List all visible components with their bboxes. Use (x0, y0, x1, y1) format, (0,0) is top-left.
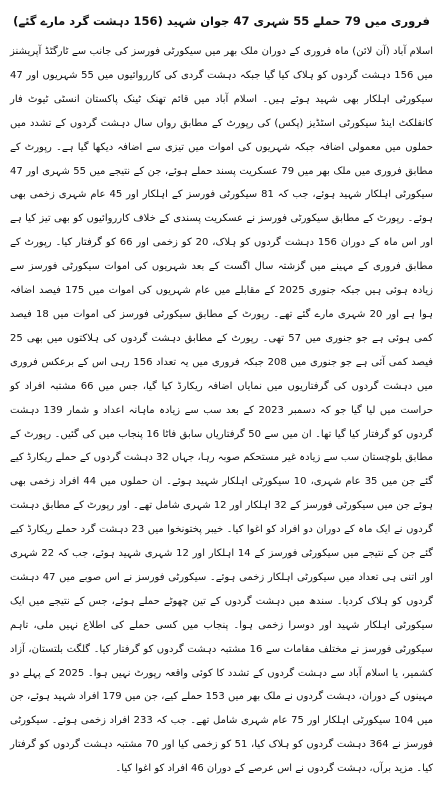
article-headline: فروری میں 79 حملے 55 شہری 47 جوان شہید (156 دہشت گرد مارے گئے) (13, 14, 430, 28)
article-body: اسلام آباد (آن لائن) ماہ فروری کے دوران ملک بھر میں سیکورٹی فورسز کی جانب سے ٹارگٹڈ آپریشنز میں 156 دہشت گردوں کو ہلاک کیا گیا جبکہ دہشت گردی کی کارروائیوں میں 55 شہریوں اور 47 سیکورٹی اہلکار بھی شہید ہوئے ہیں۔ اسلام آباد میں قائم تھنک ٹینک پاکستان انسٹی ٹیوٹ فار کانفلکٹ اینڈ سیکورٹی اسٹڈیز (پکس) کی رپورٹ کے مطابق رواں سال دہشت گردوں کے تشدد میں حملوں میں معمولی اضافہ جبکہ شہریوں کی اموات میں تیزی سے اضافہ دیکھا گیا ہے۔ رپورٹ کے مطابق فروری میں ملک بھر میں 79 عسکریت پسند حملے ہوئے، جن کے نتیجے میں 55 شہری اور 47 سیکورٹی اہلکار شہید ہوئے، جب کہ 81 سیکورٹی فورسز کے اہلکار اور 45 عام شہری زخمی بھی ہوئے۔ رپورٹ کے مطابق سیکورٹی فورسز نے عسکریت پسندی کے خلاف کارروائیوں کو بھی تیز کیا ہے اور اس ماہ کے دوران 156 دہشت گردوں کو ہلاک، 20 کو زخمی اور 66 کو گرفتار کیا۔ رپورٹ کے مطابق فروری کے مہینے میں گزشتہ سال اگست کے بعد شہریوں کی اموات سیکورٹی فورسز سے زیادہ ہوئی ہیں جبکہ جنوری 2025 کے مقابلے میں عام شہریوں کی اموات میں 175 فیصد اضافہ ہوا ہے اور 20 شہری مارے گئے تھے۔ رپورٹ کے مطابق سیکورٹی فورسز کی اموات میں 18 فیصد کمی ہوئی ہے جو جنوری میں 57 تھی۔ رپورٹ کے مطابق دہشت گردوں کی ہلاکتوں میں بھی 25 فیصد کمی آئی ہے جو جنوری میں 208 جبکہ فروری میں یہ تعداد 156 رہی اس کے برعکس فروری میں دہشت گردوں کی گرفتاریوں میں نمایاں اضافہ ریکارڈ کیا گیا، جس میں 66 مشتبہ افراد کو حراست میں لیا گیا جو کہ دسمبر 2023 کے بعد سب سے زیادہ ماہانہ اعداد و شمار 139 دہشت گردوں کو گرفتار کیا گیا تھا۔ ان میں سے 50 گرفتاریاں سابق فاٹا 16 پنجاب میں کی گئیں۔ رپورٹ کے مطابق بلوچستان سب سے زیادہ غیر مستحکم صوبہ رہا، جہاں 32 دہشت گردوں کے حملے ریکارڈ کیے گئے جن میں 35 عام شہری، 10 سیکورٹی اہلکار شہید ہوئے۔ ان حملوں میں 44 افراد زخمی بھی ہوئے جن میں سیکورٹی فورسز کے 32 اہلکار اور 12 شہری شامل تھے۔ اور رپورٹ کے مطابق دہشت گردوں نے ایک ماہ کے دوران دو افراد کو اغوا کیا۔ خیبر پختونخوا میں 23 دہشت گرد حملے ریکارڈ کیے گئے جن کے نتیجے میں سیکورٹی فورسز کے 14 اہلکار اور 12 شہری شہید ہوئے، جب کہ 22 شہری اور اتنی ہی تعداد میں سیکورٹی اہلکار زخمی ہوئے۔ سیکورٹی فورسز نے اس صوبے میں 47 دہشت گردوں کو ہلاک کردیا۔ سندھ میں دہشت گردوں کے تین چھوٹے حملے ہوئے، جس کے نتیجے میں ایک سیکورٹی اہلکار شہید اور دوسرا زخمی ہوا۔ پنجاب میں کسی حملے کی اطلاع نہیں ملی، تاہم سیکورٹی فورسز نے مختلف مقامات سے 16 مشتبہ دہشت گردوں کو گرفتار کیا۔ گلگت بلتستان، آزاد کشمیر، یا اسلام آباد سے دہشت گردوں کے تشدد کا کوئی واقعہ رپورٹ نہیں ہوا۔ 2025 کے پہلے دو مہینوں کے دوران، دہشت گردوں نے ملک بھر میں 153 حملے کیے، جن میں 179 افراد شہید ہوئے، جن میں 104 سیکورٹی اہلکار اور 75 عام شہری شامل تھے۔ جب کہ 233 افراد زخمی ہوئے۔ سیکورٹی فورسز نے 364 دہشت گردوں کو ہلاک کیا، 51 کو زخمی کیا اور 70 مشتبہ دہشت گردوں کو گرفتار کیا۔ مزید برآں، دہشت گردوں نے اس عرصے کے دوران 46 افراد کو اغوا کیا۔ (10, 46, 434, 775)
